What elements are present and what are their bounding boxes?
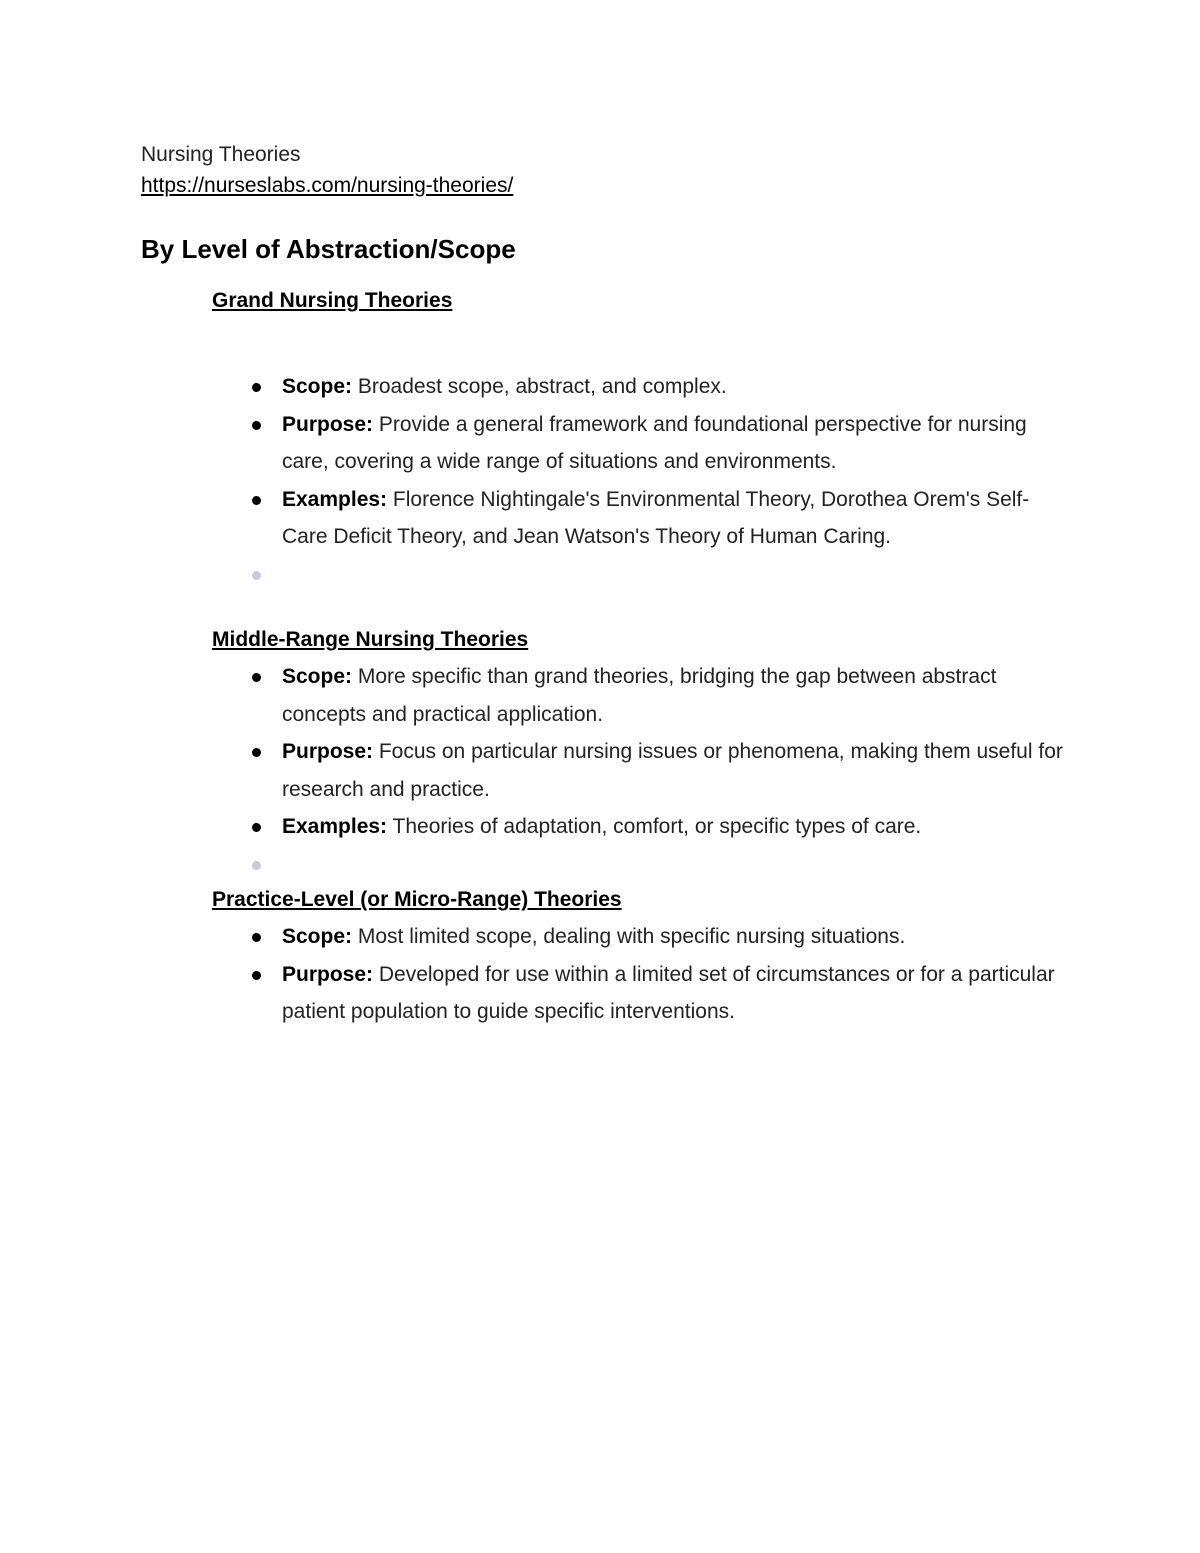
item-label: Scope:: [282, 375, 353, 398]
bullet-list-grand: [212, 368, 1072, 593]
item-label: Purpose:: [282, 962, 374, 986]
bullet-icon: [252, 933, 261, 942]
item-text: Florence Nightingale's Environmental Theory, Dorothea Orem's Self-Care Deficit Theory, and Jean Watson's Theory of Human Caring.: [282, 487, 1030, 548]
section-title-practice-level: Practice-Level (or Micro-Range) Theories: [212, 888, 622, 911]
item-text: Provide a general framework and foundational perspective for nursing care, covering a wide range of situations and environments.: [282, 412, 1027, 473]
empty-list-item: [212, 556, 1072, 594]
section-middle-range: [212, 627, 1072, 883]
bullet-icon: [252, 861, 261, 870]
item-text: Broadest scope, abstract, and complex.: [352, 375, 727, 398]
bullet-icon: [252, 971, 261, 980]
bullet-list-practice-level: [212, 918, 1072, 1031]
bullet-icon: [252, 383, 261, 392]
source-link[interactable]: https://nurseslabs.com/nursing-theories/: [141, 174, 514, 197]
bullet-icon: [252, 496, 261, 505]
bullet-icon: [252, 748, 261, 757]
list-item: [212, 481, 1072, 556]
section-practice-level: [212, 887, 1072, 1031]
list-item: [212, 368, 1072, 406]
section-grand: [212, 288, 1072, 593]
list-item: [212, 733, 1072, 808]
bullet-icon: [252, 421, 261, 430]
section-title-middle-range: Middle-Range Nursing Theories: [212, 628, 529, 651]
item-text: Theories of adaptation, comfort, or specific types of care.: [387, 815, 922, 838]
item-label: Scope:: [282, 925, 353, 948]
empty-list-item: [212, 846, 1072, 884]
main-heading: By Level of Abstraction/Scope: [141, 234, 516, 264]
bullet-icon: [252, 673, 261, 682]
item-label: Scope:: [282, 665, 353, 688]
item-text: Most limited scope, dealing with specific nursing situations.: [352, 925, 906, 948]
list-item: [212, 406, 1072, 481]
list-item: [212, 808, 1072, 846]
bullet-icon: [252, 571, 261, 580]
item-text: More specific than grand theories, bridging the gap between abstract concepts and practical application.: [282, 665, 997, 726]
item-text: Developed for use within a limited set of circumstances or for a particular patient population to guide specific interventions.: [282, 962, 1055, 1023]
list-item: [212, 658, 1072, 733]
bullet-list-middle-range: [212, 658, 1072, 883]
item-label: Purpose:: [282, 740, 374, 763]
document-title: Nursing Theories: [141, 143, 301, 166]
section-title-grand: Grand Nursing Theories: [212, 289, 453, 312]
bullet-icon: [252, 823, 261, 832]
list-item: [212, 956, 1072, 1031]
item-label: Purpose:: [282, 412, 374, 436]
item-text: Focus on particular nursing issues or phenomena, making them useful for research and practice.: [282, 740, 1063, 801]
list-item: [212, 918, 1072, 956]
item-label: Examples:: [282, 487, 388, 511]
item-label: Examples:: [282, 815, 388, 838]
